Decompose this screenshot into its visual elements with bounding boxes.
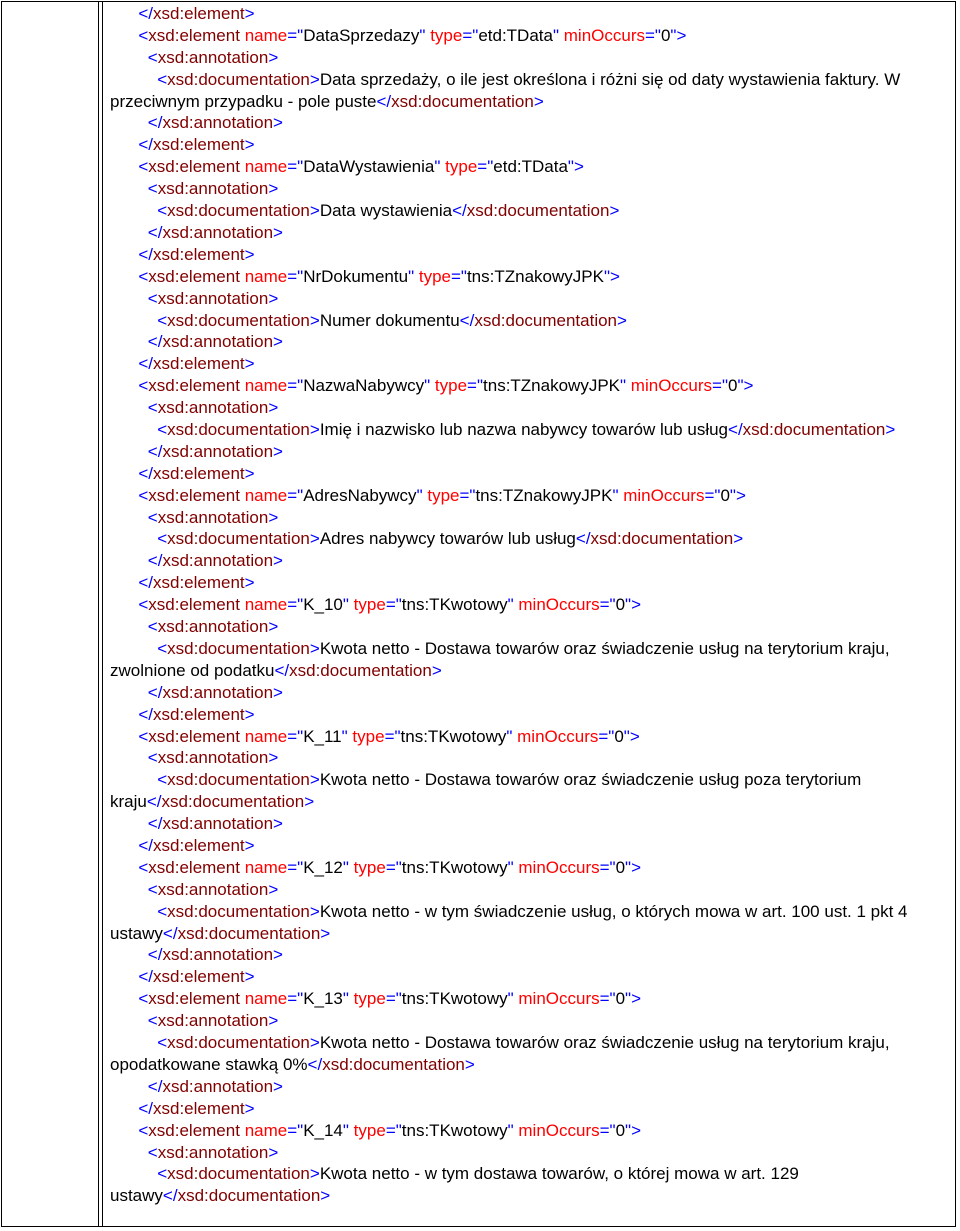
attr-name: name bbox=[244, 989, 288, 1009]
code-line: <xsd:documentation>Kwota netto - w tym świadczenie usług, o których mowa w art. 100 ust. 1 pkt 4 ustawy</xsd:documentation> bbox=[110, 901, 913, 943]
tag-name: xsd:documentation bbox=[590, 529, 734, 549]
code-line: </xsd:element> bbox=[138, 1098, 255, 1118]
code-line: </xsd:annotation> bbox=[147, 682, 283, 702]
code-line: </xsd:element> bbox=[138, 573, 255, 593]
attr-value: K_11 bbox=[303, 726, 342, 746]
tag-name: xsd:element bbox=[148, 1120, 240, 1140]
code-line: <xsd:element name="NazwaNabywcy" type="tns:TZnakowyJPK" minOccurs="0"> bbox=[138, 376, 754, 396]
tag-name: xsd:annotation bbox=[157, 398, 269, 418]
code-line: <xsd:annotation> bbox=[147, 1011, 279, 1031]
code-line: </xsd:element> bbox=[138, 836, 255, 855]
attr-value: tns:TKwotowy bbox=[401, 989, 508, 1009]
tag-name: xsd:annotation bbox=[157, 879, 269, 899]
tag-name: xsd:documentation bbox=[167, 1033, 310, 1053]
tag-name: xsd:documentation bbox=[177, 923, 321, 943]
column-divider bbox=[98, 2, 99, 1226]
attr-name: name bbox=[244, 25, 288, 45]
tag-name: xsd:documentation bbox=[322, 1054, 465, 1074]
tag-name: xsd:element bbox=[153, 4, 245, 23]
code-line: <xsd:annotation> bbox=[147, 47, 279, 67]
code-line: <xsd:element name="AdresNabywcy" type="tns:TZnakowyJPK" minOccurs="0"> bbox=[138, 485, 746, 505]
tag-name: xsd:element bbox=[148, 485, 240, 505]
documentation-text: Data sprzedaży, o ile jest określona i różni się od daty wystawienia faktury. W przeciwnym przypadku - pole puste bbox=[110, 69, 905, 111]
attr-name: minOccurs bbox=[623, 485, 705, 505]
attr-value: 0 bbox=[720, 485, 730, 505]
attr-value: K_12 bbox=[303, 857, 343, 877]
documentation-text: Kwota netto - w tym dostawa towarów, o której mowa w art. 129 ustawy bbox=[110, 1164, 804, 1206]
attr-value: tns:TZnakowyJPK bbox=[466, 266, 604, 286]
code-line: <xsd:documentation>Kwota netto - w tym dostawa towarów, o której mowa w art. 129 ustawy</xsd:documentation> bbox=[110, 1164, 804, 1206]
documentation-text: Data wystawienia bbox=[319, 201, 453, 221]
tag-name: xsd:documentation bbox=[742, 419, 886, 439]
tag-name: xsd:documentation bbox=[167, 529, 310, 549]
attr-value: 0 bbox=[614, 726, 624, 746]
tag-name: xsd:documentation bbox=[289, 660, 432, 680]
code-line: </xsd:annotation> bbox=[147, 441, 283, 461]
attr-name: name bbox=[244, 485, 288, 505]
attr-value: 0 bbox=[728, 376, 738, 396]
attr-name: type bbox=[427, 485, 460, 505]
tag-name: xsd:annotation bbox=[157, 507, 269, 527]
attr-value: tns:TZnakowyJPK bbox=[475, 485, 613, 505]
attr-name: type bbox=[353, 857, 386, 877]
tag-name: xsd:element bbox=[153, 135, 245, 155]
attr-value: 0 bbox=[660, 25, 671, 45]
code-line: </xsd:element> bbox=[138, 244, 255, 264]
attr-name: type bbox=[434, 376, 468, 396]
attr-name: minOccurs bbox=[518, 1120, 600, 1140]
code-line: </xsd:element> bbox=[138, 4, 255, 23]
code-line: <xsd:element name="K_12" type="tns:TKwotowy" minOccurs="0"> bbox=[138, 857, 642, 877]
attr-name: type bbox=[352, 726, 385, 746]
attr-value: DataWystawienia bbox=[303, 157, 435, 177]
code-line: <xsd:documentation>Data sprzedaży, o ile jest określona i różni się od daty wystawienia faktury. W przeciwnym przypadku - pole puste</xsd:documentation> bbox=[110, 69, 905, 111]
attr-value: 0 bbox=[615, 1120, 626, 1140]
code-line: </xsd:annotation> bbox=[147, 945, 283, 965]
documentation-text: Kwota netto - w tym świadczenie usług, o których mowa w art. 100 ust. 1 pkt 4 ustawy bbox=[110, 901, 913, 943]
tag-name: xsd:documentation bbox=[466, 201, 610, 221]
code-line: </xsd:element> bbox=[138, 135, 255, 155]
attr-value: tns:TKwotowy bbox=[401, 1120, 508, 1140]
attr-value: 0 bbox=[615, 989, 626, 1009]
tag-name: xsd:element bbox=[153, 704, 245, 724]
tag-name: xsd:annotation bbox=[157, 1142, 269, 1162]
code-line: <xsd:documentation>Data wystawienia</xsd:documentation> bbox=[157, 201, 620, 221]
tag-name: xsd:element bbox=[148, 989, 240, 1009]
tag-name: xsd:element bbox=[148, 376, 240, 396]
code-line: </xsd:annotation> bbox=[147, 551, 283, 571]
attr-name: minOccurs bbox=[630, 376, 713, 396]
attr-value: NazwaNabywcy bbox=[303, 376, 425, 396]
code-line: <xsd:annotation> bbox=[147, 879, 279, 899]
code-line: </xsd:element> bbox=[138, 354, 255, 374]
tag-name: xsd:element bbox=[148, 25, 240, 45]
code-line: </xsd:annotation> bbox=[147, 222, 283, 242]
attr-value: K_10 bbox=[303, 595, 343, 615]
code-line: <xsd:element name="DataWystawienia" type="etd:TData"> bbox=[138, 157, 584, 177]
code-line: <xsd:annotation> bbox=[147, 617, 279, 637]
tag-name: xsd:annotation bbox=[162, 945, 274, 965]
code-line: <xsd:annotation> bbox=[147, 179, 279, 199]
tag-name: xsd:annotation bbox=[162, 551, 274, 571]
attr-value: AdresNabywcy bbox=[303, 485, 417, 505]
tag-name: xsd:documentation bbox=[167, 310, 310, 330]
code-line: </xsd:annotation> bbox=[147, 814, 283, 834]
tag-name: xsd:documentation bbox=[167, 419, 310, 439]
tag-name: xsd:annotation bbox=[157, 748, 269, 768]
code-line: <xsd:annotation> bbox=[147, 748, 279, 768]
attr-value: K_14 bbox=[303, 1120, 343, 1140]
code-line: </xsd:annotation> bbox=[147, 332, 283, 352]
tag-name: xsd:element bbox=[148, 157, 240, 177]
documentation-text: Imię i nazwisko lub nazwa nabywcy towarów lub usług bbox=[319, 419, 729, 439]
code-line: <xsd:element name="DataSprzedazy" type="etd:TData" minOccurs="0"> bbox=[138, 25, 687, 45]
documentation-text: Kwota netto - Dostawa towarów oraz świadczenie usług na terytorium kraju, opodatkowane stawką 0% bbox=[110, 1033, 895, 1074]
tag-name: xsd:documentation bbox=[167, 201, 310, 221]
code-line: </xsd:annotation> bbox=[147, 113, 283, 133]
tag-name: xsd:element bbox=[153, 967, 245, 987]
attr-name: type bbox=[353, 595, 386, 615]
tag-name: xsd:annotation bbox=[162, 222, 274, 242]
tag-name: xsd:element bbox=[148, 595, 240, 615]
attr-name: type bbox=[418, 266, 451, 286]
code-line: <xsd:annotation> bbox=[147, 398, 279, 418]
tag-name: xsd:annotation bbox=[162, 332, 274, 352]
tag-name: xsd:element bbox=[148, 266, 240, 286]
attr-name: minOccurs bbox=[518, 857, 600, 877]
attr-value: tns:TKwotowy bbox=[401, 595, 508, 615]
tag-name: xsd:annotation bbox=[162, 441, 274, 461]
tag-name: xsd:documentation bbox=[167, 1164, 310, 1184]
attr-value: etd:TData bbox=[478, 25, 553, 45]
tag-name: xsd:annotation bbox=[162, 814, 274, 834]
code-line: </xsd:element> bbox=[138, 463, 255, 483]
attr-name: type bbox=[353, 1120, 386, 1140]
tag-name: xsd:element bbox=[148, 857, 240, 877]
tag-name: xsd:documentation bbox=[167, 69, 310, 89]
code-line: <xsd:documentation>Kwota netto - Dostawa towarów oraz świadczenie usług na terytorium kraju, zwolnione od podatku</xsd:documentation> bbox=[110, 638, 895, 680]
documentation-text: Numer dokumentu bbox=[319, 310, 460, 330]
tag-name: xsd:element bbox=[153, 1098, 245, 1118]
attr-name: name bbox=[244, 266, 288, 286]
tag-name: xsd:documentation bbox=[167, 638, 310, 658]
tag-name: xsd:documentation bbox=[167, 901, 310, 921]
attr-name: name bbox=[244, 1120, 288, 1140]
documentation-text: Kwota netto - Dostawa towarów oraz świadczenie usług na terytorium kraju, zwolnione od podatku bbox=[110, 638, 895, 680]
tag-name: xsd:element bbox=[148, 726, 240, 746]
code-line: <xsd:annotation> bbox=[147, 507, 279, 527]
attr-value: K_13 bbox=[303, 989, 343, 1009]
code-line: <xsd:documentation>Numer dokumentu</xsd:documentation> bbox=[157, 310, 627, 330]
tag-name: xsd:annotation bbox=[157, 617, 269, 637]
tag-name: xsd:element bbox=[153, 573, 245, 593]
tag-name: xsd:annotation bbox=[157, 288, 269, 308]
tag-name: xsd:annotation bbox=[157, 1011, 269, 1031]
tag-name: xsd:annotation bbox=[157, 47, 269, 67]
tag-name: xsd:documentation bbox=[161, 792, 305, 812]
tag-name: xsd:documentation bbox=[177, 1186, 321, 1206]
attr-value: tns:TZnakowyJPK bbox=[483, 376, 621, 396]
attr-value: tns:TKwotowy bbox=[401, 857, 508, 877]
tag-name: xsd:documentation bbox=[474, 310, 618, 330]
documentation-text: Adres nabywcy towarów lub usług bbox=[319, 529, 576, 549]
code-line: <xsd:annotation> bbox=[147, 1142, 279, 1162]
attr-name: type bbox=[430, 25, 463, 45]
code-line: <xsd:documentation>Imię i nazwisko lub nazwa nabywcy towarów lub usług</xsd:documentation> bbox=[157, 419, 896, 439]
attr-value: etd:TData bbox=[493, 157, 568, 177]
code-line: </xsd:element> bbox=[138, 704, 255, 724]
code-line: <xsd:element name="K_10" type="tns:TKwotowy" minOccurs="0"> bbox=[138, 595, 642, 615]
attr-value: 0 bbox=[615, 595, 626, 615]
attr-value: 0 bbox=[615, 857, 626, 877]
code-line: <xsd:element name="K_11" type="tns:TKwotowy" minOccurs="0"> bbox=[138, 726, 640, 746]
code-line: <xsd:documentation>Kwota netto - Dostawa towarów oraz świadczenie usług na terytorium kraju, opodatkowane stawką 0%</xsd:documentation> bbox=[110, 1033, 895, 1074]
attr-name: name bbox=[244, 376, 288, 396]
code-line: <xsd:documentation>Adres nabywcy towarów lub usług</xsd:documentation> bbox=[157, 529, 744, 549]
attr-name: name bbox=[244, 157, 288, 177]
attr-name: name bbox=[244, 857, 288, 877]
attr-name: minOccurs bbox=[563, 25, 645, 45]
attr-name: name bbox=[244, 726, 288, 746]
tag-name: xsd:annotation bbox=[162, 682, 274, 702]
attr-name: type bbox=[353, 989, 386, 1009]
tag-name: xsd:element bbox=[153, 244, 245, 264]
attr-name: minOccurs bbox=[517, 726, 599, 746]
tag-name: xsd:annotation bbox=[157, 179, 269, 199]
column-divider bbox=[102, 2, 103, 1226]
code-line: <xsd:element name="NrDokumentu" type="tns:TZnakowyJPK"> bbox=[138, 266, 620, 286]
attr-value: NrDokumentu bbox=[303, 266, 409, 286]
code-line: <xsd:documentation>Kwota netto - Dostawa towarów oraz świadczenie usług poza terytorium kraju</xsd:documentation> bbox=[110, 770, 866, 812]
tag-name: xsd:element bbox=[153, 463, 245, 483]
code-line: <xsd:element name="K_13" type="tns:TKwotowy" minOccurs="0"> bbox=[138, 989, 642, 1009]
documentation-text: Kwota netto - Dostawa towarów oraz świadczenie usług poza terytorium kraju bbox=[110, 770, 866, 812]
attr-value: DataSprzedazy bbox=[303, 25, 420, 45]
code-line: <xsd:element name="K_14" type="tns:TKwotowy" minOccurs="0"> bbox=[138, 1120, 642, 1140]
attr-name: minOccurs bbox=[518, 989, 600, 1009]
tag-name: xsd:annotation bbox=[162, 113, 274, 133]
code-line: </xsd:element> bbox=[138, 967, 255, 987]
code-line: <xsd:annotation> bbox=[147, 288, 279, 308]
attr-value: tns:TKwotowy bbox=[400, 726, 507, 746]
attr-name: minOccurs bbox=[518, 595, 600, 615]
code-line: </xsd:annotation> bbox=[147, 1076, 283, 1096]
tag-name: xsd:element bbox=[153, 354, 245, 374]
xsd-code-listing bbox=[110, 3, 946, 1207]
attr-name: name bbox=[244, 595, 288, 615]
attr-name: type bbox=[445, 157, 478, 177]
tag-name: xsd:documentation bbox=[167, 770, 310, 790]
tag-name: xsd:documentation bbox=[391, 91, 534, 111]
tag-name: xsd:element bbox=[153, 836, 245, 855]
tag-name: xsd:annotation bbox=[162, 1076, 274, 1096]
